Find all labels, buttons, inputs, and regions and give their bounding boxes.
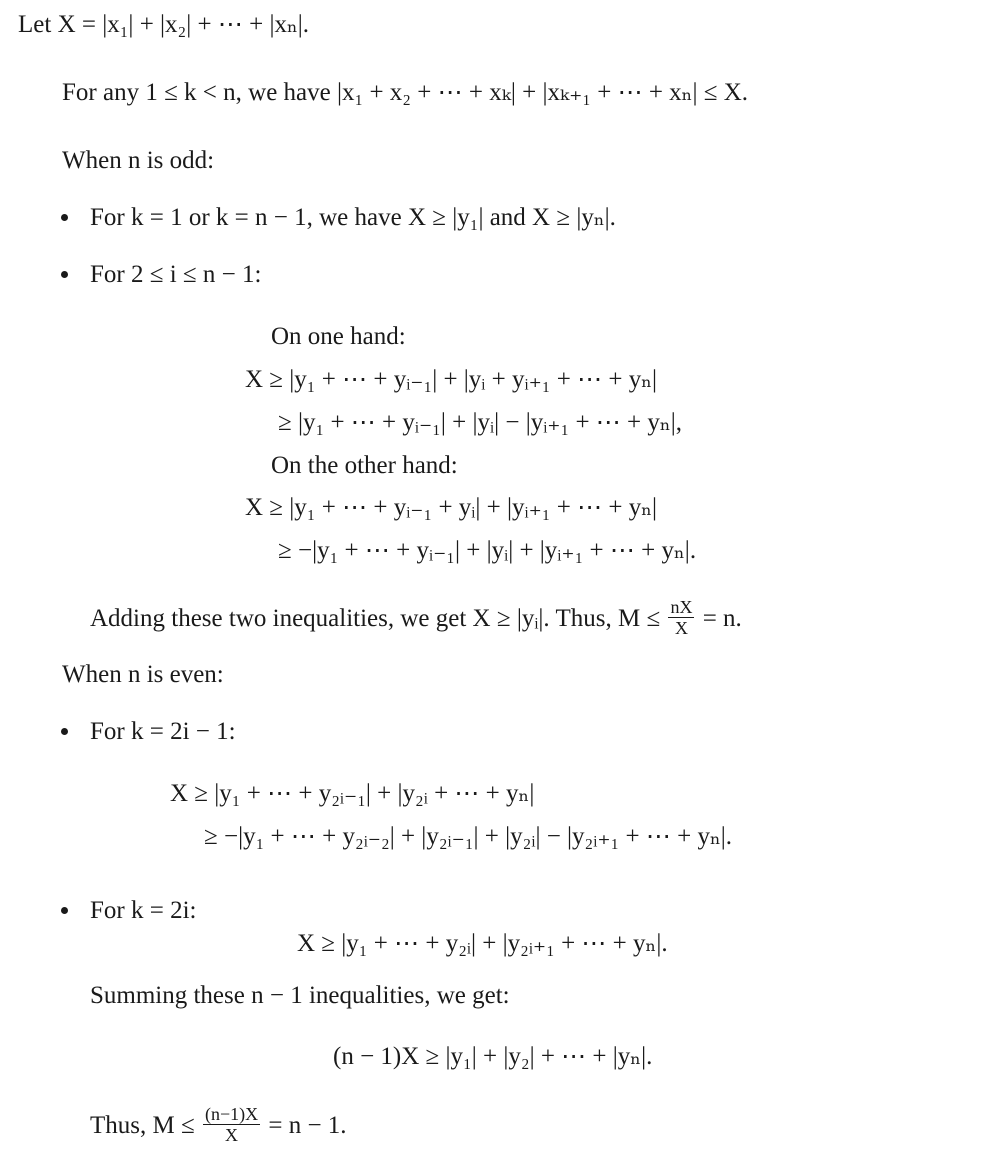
general-inequality-line: For any 1 ≤ k < n, we have |x₁ + x₂ + ⋯ + xₖ| + |xₖ₊₁ + ⋯ + xₙ| ≤ X. (62, 79, 749, 106)
odd-conclusion-text: Adding these two inequalities, we get X ≥ |yᵢ|. Thus, M ≤ (90, 605, 661, 633)
inequality-second-a: X ≥ |y₁ + ⋯ + yᵢ₋₁ + yᵢ| + |yᵢ₊₁ + ⋯ + yₙ| (245, 494, 658, 521)
even-case-odd-k-line: For k = 2i − 1: (90, 718, 236, 745)
even-conclusion-result: = n − 1. (268, 1112, 347, 1140)
on-other-hand-label: On the other hand: (271, 452, 458, 479)
bullet-marker (61, 271, 68, 278)
inequality-first-b: ≥ |y₁ + ⋯ + yᵢ₋₁| + |yᵢ| − |yᵢ₊₁ + ⋯ + yₙ|, (278, 409, 682, 436)
bullet-marker (61, 728, 68, 735)
bullet-marker (61, 214, 68, 221)
fraction-numerator: nX (670, 597, 693, 617)
odd-case-conclusion (90, 597, 742, 640)
odd-case-range-line: For 2 ≤ i ≤ n − 1: (90, 261, 262, 288)
fraction-denominator: X (674, 618, 688, 638)
fraction-nX-over-X (668, 598, 694, 637)
definition-line: Let X = |x₁| + |x₂| + ⋯ + |xₙ|. (18, 11, 310, 38)
even-conclusion-text: Thus, M ≤ (90, 1112, 195, 1140)
even-inequality-a: X ≥ |y₁ + ⋯ + y₂ᵢ₋₁| + |y₂ᵢ + ⋯ + yₙ| (170, 780, 535, 807)
odd-case-heading: When n is odd: (62, 147, 215, 174)
even-inequality-b: ≥ −|y₁ + ⋯ + y₂ᵢ₋₂| + |y₂ᵢ₋₁| + |y₂ᵢ| − |y₂ᵢ₊₁ + ⋯ + yₙ|. (204, 823, 733, 850)
fraction-numerator: (n−1)X (204, 1104, 259, 1124)
on-one-hand-label: On one hand: (271, 323, 406, 350)
even-k-inequality: X ≥ |y₁ + ⋯ + y₂ᵢ| + |y₂ᵢ₊₁ + ⋯ + yₙ|. (297, 930, 668, 957)
bullet-marker (61, 907, 68, 914)
even-case-even-k-line: For k = 2i: (90, 897, 197, 924)
odd-case-endpoints-line: For k = 1 or k = n − 1, we have X ≥ |y₁| and X ≥ |yₙ|. (90, 204, 616, 231)
inequality-first-a: X ≥ |y₁ + ⋯ + yᵢ₋₁| + |yᵢ + yᵢ₊₁ + ⋯ + yₙ| (245, 366, 658, 393)
even-case-heading: When n is even: (62, 661, 224, 688)
odd-conclusion-result: = n. (702, 605, 742, 633)
fraction-n-minus-1-X-over-X (203, 1105, 260, 1144)
fraction-denominator: X (225, 1125, 239, 1145)
summing-line: Summing these n − 1 inequalities, we get: (90, 982, 510, 1009)
even-case-conclusion (90, 1104, 347, 1147)
inequality-second-b: ≥ −|y₁ + ⋯ + yᵢ₋₁| + |yᵢ| + |yᵢ₊₁ + ⋯ + yₙ|. (278, 537, 697, 564)
summed-inequality: (n − 1)X ≥ |y₁| + |y₂| + ⋯ + |yₙ|. (333, 1043, 653, 1070)
